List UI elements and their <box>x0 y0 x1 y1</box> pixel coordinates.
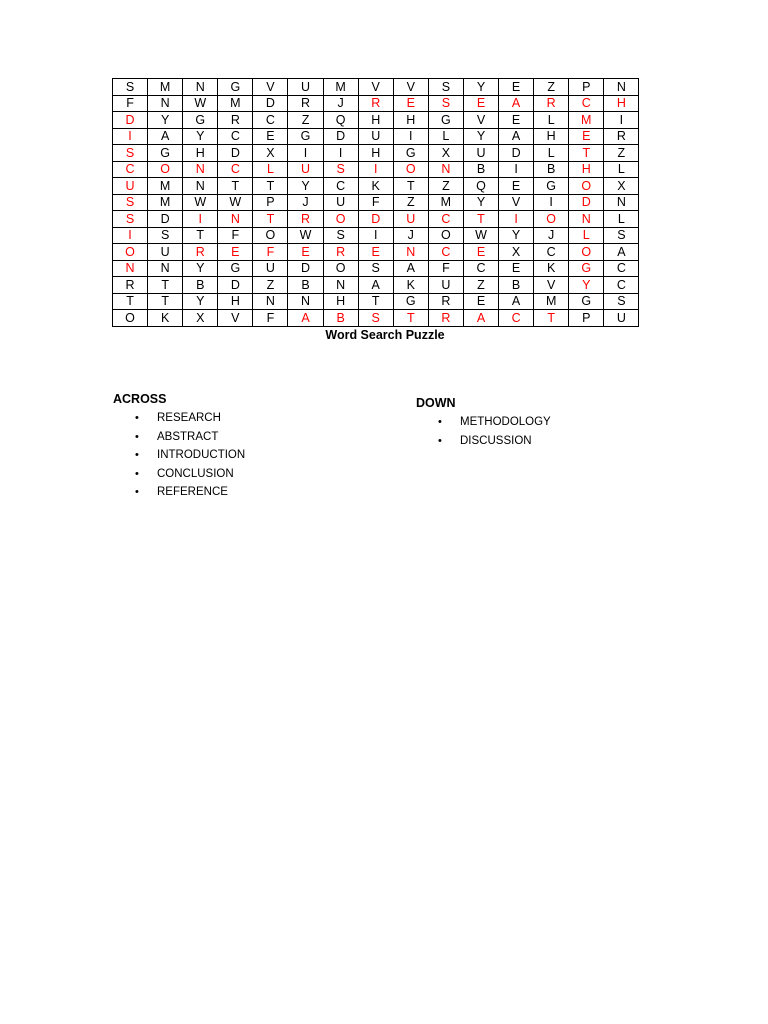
clue-item <box>135 446 245 465</box>
grid-row <box>113 227 639 244</box>
grid-cell: S <box>604 227 639 244</box>
grid-cell: C <box>604 277 639 294</box>
grid-cell: N <box>113 260 148 277</box>
grid-cell: F <box>113 95 148 112</box>
grid-cell: A <box>393 260 428 277</box>
grid-cell: S <box>358 260 393 277</box>
grid-row <box>113 277 639 294</box>
grid-cell: A <box>288 310 323 327</box>
grid-cell: A <box>463 310 498 327</box>
grid-cell: M <box>218 95 253 112</box>
grid-cell: Y <box>288 178 323 195</box>
grid-cell: U <box>604 310 639 327</box>
grid-cell: U <box>113 178 148 195</box>
grid-cell: O <box>323 260 358 277</box>
grid-cell: W <box>218 194 253 211</box>
grid-cell: T <box>253 211 288 228</box>
grid-cell: I <box>499 161 534 178</box>
grid-cell: P <box>569 79 604 96</box>
grid-cell: D <box>358 211 393 228</box>
grid-cell: U <box>323 194 358 211</box>
grid-cell: V <box>393 79 428 96</box>
grid-cell: F <box>253 310 288 327</box>
grid-cell: R <box>604 128 639 145</box>
down-clue-list <box>438 413 551 450</box>
clue-item <box>135 465 245 484</box>
grid-cell: U <box>463 145 498 162</box>
grid-cell: A <box>499 95 534 112</box>
grid-cell: F <box>428 260 463 277</box>
grid-cell: N <box>288 293 323 310</box>
grid-cell: U <box>253 260 288 277</box>
grid-cell: U <box>428 277 463 294</box>
grid-cell: E <box>358 244 393 261</box>
grid-cell: O <box>569 178 604 195</box>
grid-cell: V <box>253 79 288 96</box>
bullet-icon: • <box>438 416 442 428</box>
grid-cell: A <box>499 128 534 145</box>
grid-cell: C <box>113 161 148 178</box>
grid-cell: P <box>569 310 604 327</box>
grid-row <box>113 79 639 96</box>
grid-cell: U <box>288 79 323 96</box>
grid-cell: K <box>148 310 183 327</box>
grid-cell: H <box>569 161 604 178</box>
grid-cell: R <box>428 310 463 327</box>
grid-cell: F <box>218 227 253 244</box>
grid-cell: S <box>428 95 463 112</box>
grid-cell: T <box>358 293 393 310</box>
grid-cell: C <box>499 310 534 327</box>
grid-cell: N <box>393 244 428 261</box>
across-clue-list <box>135 409 245 502</box>
down-heading: DOWN <box>416 396 456 410</box>
grid-cell: N <box>604 79 639 96</box>
grid-cell: Z <box>288 112 323 129</box>
grid-cell: I <box>393 128 428 145</box>
grid-cell: I <box>358 227 393 244</box>
grid-cell: L <box>604 211 639 228</box>
grid-row <box>113 310 639 327</box>
across-heading: ACROSS <box>113 392 167 406</box>
grid-cell: C <box>428 211 463 228</box>
grid-cell: E <box>499 112 534 129</box>
grid-cell: S <box>148 227 183 244</box>
grid-cell: H <box>358 112 393 129</box>
clue-word: INTRODUCTION <box>157 449 246 461</box>
grid-cell: T <box>113 293 148 310</box>
grid-row <box>113 194 639 211</box>
grid-cell: H <box>323 293 358 310</box>
grid-cell: Y <box>183 260 218 277</box>
grid-cell: R <box>288 211 323 228</box>
grid-cell: T <box>253 178 288 195</box>
grid-cell: G <box>428 112 463 129</box>
grid-cell: S <box>113 194 148 211</box>
grid-cell: E <box>218 244 253 261</box>
grid-cell: G <box>569 293 604 310</box>
grid-row <box>113 145 639 162</box>
grid-cell: I <box>499 211 534 228</box>
grid-cell: C <box>428 244 463 261</box>
grid-cell: Y <box>569 277 604 294</box>
grid-cell: N <box>218 211 253 228</box>
grid-cell: T <box>148 277 183 294</box>
grid-cell: W <box>183 95 218 112</box>
grid-cell: I <box>358 161 393 178</box>
grid-cell: I <box>113 227 148 244</box>
bullet-icon: • <box>438 434 442 447</box>
grid-cell: Q <box>463 178 498 195</box>
grid-cell: E <box>499 79 534 96</box>
grid-cell: P <box>253 194 288 211</box>
grid-cell: T <box>569 145 604 162</box>
clue-word: DISCUSSION <box>460 434 532 447</box>
grid-cell: D <box>253 95 288 112</box>
grid-cell: G <box>183 112 218 129</box>
grid-cell: C <box>569 95 604 112</box>
grid-row <box>113 161 639 178</box>
bullet-icon: • <box>135 486 139 498</box>
grid-cell: Y <box>148 112 183 129</box>
grid-cell: R <box>183 244 218 261</box>
grid-cell: V <box>218 310 253 327</box>
grid-row <box>113 95 639 112</box>
clue-item <box>438 413 551 432</box>
grid-cell: M <box>148 194 183 211</box>
grid-cell: E <box>499 178 534 195</box>
grid-cell: R <box>218 112 253 129</box>
grid-cell: A <box>499 293 534 310</box>
grid-cell: M <box>148 178 183 195</box>
grid-cell: X <box>253 145 288 162</box>
grid-cell: O <box>428 227 463 244</box>
grid-cell: O <box>534 211 569 228</box>
grid-cell: D <box>569 194 604 211</box>
grid-cell: O <box>393 161 428 178</box>
grid-cell: S <box>113 145 148 162</box>
grid-cell: U <box>358 128 393 145</box>
grid-cell: D <box>113 112 148 129</box>
grid-cell: O <box>323 211 358 228</box>
grid-cell: U <box>288 161 323 178</box>
grid-cell: W <box>183 194 218 211</box>
grid-cell: G <box>534 178 569 195</box>
grid-cell: Z <box>463 277 498 294</box>
grid-cell: G <box>393 293 428 310</box>
grid-row <box>113 178 639 195</box>
grid-cell: L <box>534 112 569 129</box>
grid-cell: M <box>148 79 183 96</box>
bullet-icon: • <box>135 430 139 443</box>
grid-cell: T <box>148 293 183 310</box>
grid-cell: Y <box>463 79 498 96</box>
grid-row <box>113 293 639 310</box>
bullet-icon: • <box>135 412 139 424</box>
grid-cell: C <box>604 260 639 277</box>
bullet-icon: • <box>135 449 139 461</box>
grid-cell: H <box>358 145 393 162</box>
grid-cell: G <box>288 128 323 145</box>
grid-cell: L <box>428 128 463 145</box>
grid-cell: W <box>288 227 323 244</box>
grid-cell: U <box>393 211 428 228</box>
grid-cell: H <box>604 95 639 112</box>
grid-cell: Z <box>604 145 639 162</box>
grid-cell: L <box>604 161 639 178</box>
grid-cell: X <box>499 244 534 261</box>
grid-cell: R <box>288 95 323 112</box>
grid-cell: B <box>288 277 323 294</box>
grid-cell: Z <box>253 277 288 294</box>
grid-cell: O <box>569 244 604 261</box>
grid-cell: A <box>148 128 183 145</box>
grid-cell: M <box>323 79 358 96</box>
grid-row <box>113 128 639 145</box>
grid-cell: G <box>148 145 183 162</box>
grid-cell: N <box>183 178 218 195</box>
grid-cell: Z <box>393 194 428 211</box>
grid-cell: U <box>148 244 183 261</box>
clue-item <box>438 432 551 451</box>
grid-cell: R <box>534 95 569 112</box>
grid-cell: D <box>148 211 183 228</box>
grid-cell: B <box>463 161 498 178</box>
grid-cell: L <box>534 145 569 162</box>
grid-cell: X <box>428 145 463 162</box>
grid-cell: S <box>604 293 639 310</box>
grid-cell: S <box>323 227 358 244</box>
grid-cell: G <box>218 79 253 96</box>
grid-cell: B <box>534 161 569 178</box>
grid-cell: F <box>358 194 393 211</box>
grid-cell: C <box>218 161 253 178</box>
grid-cell: S <box>113 211 148 228</box>
grid-cell: T <box>534 310 569 327</box>
bullet-icon: • <box>135 467 139 480</box>
grid-cell: N <box>183 79 218 96</box>
grid-cell: C <box>323 178 358 195</box>
clue-item <box>135 483 245 502</box>
grid-cell: E <box>393 95 428 112</box>
grid-cell: K <box>534 260 569 277</box>
grid-cell: E <box>463 95 498 112</box>
grid-cell: N <box>148 260 183 277</box>
grid-cell: E <box>253 128 288 145</box>
grid-cell: G <box>393 145 428 162</box>
grid-cell: N <box>428 161 463 178</box>
grid-cell: O <box>113 244 148 261</box>
grid-cell: G <box>218 260 253 277</box>
grid-cell: V <box>499 194 534 211</box>
grid-cell: Q <box>323 112 358 129</box>
grid-cell: E <box>288 244 323 261</box>
word-search-grid <box>112 78 639 327</box>
grid-cell: R <box>113 277 148 294</box>
grid-cell: B <box>499 277 534 294</box>
grid-cell: I <box>183 211 218 228</box>
grid-cell: L <box>253 161 288 178</box>
clue-item <box>135 409 245 428</box>
clue-word: RESEARCH <box>157 412 221 424</box>
grid-cell: T <box>463 211 498 228</box>
grid-cell: T <box>183 227 218 244</box>
grid-cell: R <box>323 244 358 261</box>
grid-cell: N <box>183 161 218 178</box>
grid-cell: T <box>218 178 253 195</box>
grid-cell: B <box>183 277 218 294</box>
grid-cell: X <box>183 310 218 327</box>
grid-cell: V <box>534 277 569 294</box>
clue-word: METHODOLOGY <box>460 416 551 428</box>
grid-cell: X <box>604 178 639 195</box>
grid-cell: A <box>604 244 639 261</box>
grid-cell: B <box>323 310 358 327</box>
grid-cell: T <box>393 310 428 327</box>
clue-word: CONCLUSION <box>157 467 234 480</box>
grid-cell: E <box>569 128 604 145</box>
clue-word: REFERENCE <box>157 486 228 498</box>
grid-cell: H <box>393 112 428 129</box>
grid-cell: J <box>534 227 569 244</box>
grid-cell: S <box>358 310 393 327</box>
grid-cell: V <box>463 112 498 129</box>
grid-cell: L <box>569 227 604 244</box>
grid-cell: I <box>534 194 569 211</box>
grid-cell: D <box>499 145 534 162</box>
puzzle-caption: Word Search Puzzle <box>325 328 445 342</box>
grid-cell: I <box>604 112 639 129</box>
grid-cell: G <box>569 260 604 277</box>
grid-cell: Y <box>183 293 218 310</box>
grid-cell: O <box>148 161 183 178</box>
grid-row <box>113 260 639 277</box>
clue-item <box>135 428 245 447</box>
grid-cell: I <box>113 128 148 145</box>
clue-word: ABSTRACT <box>157 430 219 443</box>
grid-cell: N <box>323 277 358 294</box>
grid-cell: F <box>253 244 288 261</box>
grid-cell: C <box>534 244 569 261</box>
grid-cell: W <box>463 227 498 244</box>
grid-cell: Y <box>463 128 498 145</box>
grid-cell: H <box>218 293 253 310</box>
grid-cell: I <box>323 145 358 162</box>
grid-row <box>113 244 639 261</box>
grid-row <box>113 211 639 228</box>
grid-cell: E <box>463 293 498 310</box>
grid-cell: R <box>428 293 463 310</box>
grid-cell: Z <box>428 178 463 195</box>
grid-cell: M <box>534 293 569 310</box>
grid-cell: H <box>534 128 569 145</box>
grid-cell: N <box>569 211 604 228</box>
grid-cell: N <box>253 293 288 310</box>
grid-cell: V <box>358 79 393 96</box>
grid-cell: M <box>569 112 604 129</box>
grid-cell: D <box>218 145 253 162</box>
grid-cell: J <box>393 227 428 244</box>
grid-cell: D <box>288 260 323 277</box>
grid-cell: R <box>358 95 393 112</box>
grid-cell: M <box>428 194 463 211</box>
grid-cell: Z <box>534 79 569 96</box>
grid-cell: S <box>113 79 148 96</box>
grid-cell: C <box>253 112 288 129</box>
grid-cell: C <box>218 128 253 145</box>
grid-cell: S <box>428 79 463 96</box>
grid-cell: H <box>183 145 218 162</box>
grid-cell: E <box>499 260 534 277</box>
grid-cell: J <box>323 95 358 112</box>
grid-cell: K <box>358 178 393 195</box>
grid-cell: Y <box>463 194 498 211</box>
grid-cell: K <box>393 277 428 294</box>
grid-cell: T <box>393 178 428 195</box>
grid-cell: S <box>323 161 358 178</box>
grid-cell: D <box>323 128 358 145</box>
grid-cell: O <box>113 310 148 327</box>
grid-cell: A <box>358 277 393 294</box>
grid-cell: Y <box>183 128 218 145</box>
grid-cell: J <box>288 194 323 211</box>
grid-cell: N <box>148 95 183 112</box>
grid-row <box>113 112 639 129</box>
grid-cell: I <box>288 145 323 162</box>
grid-cell: D <box>218 277 253 294</box>
grid-cell: O <box>253 227 288 244</box>
grid-cell: E <box>463 244 498 261</box>
grid-cell: N <box>604 194 639 211</box>
grid-cell: C <box>463 260 498 277</box>
grid-cell: Y <box>499 227 534 244</box>
